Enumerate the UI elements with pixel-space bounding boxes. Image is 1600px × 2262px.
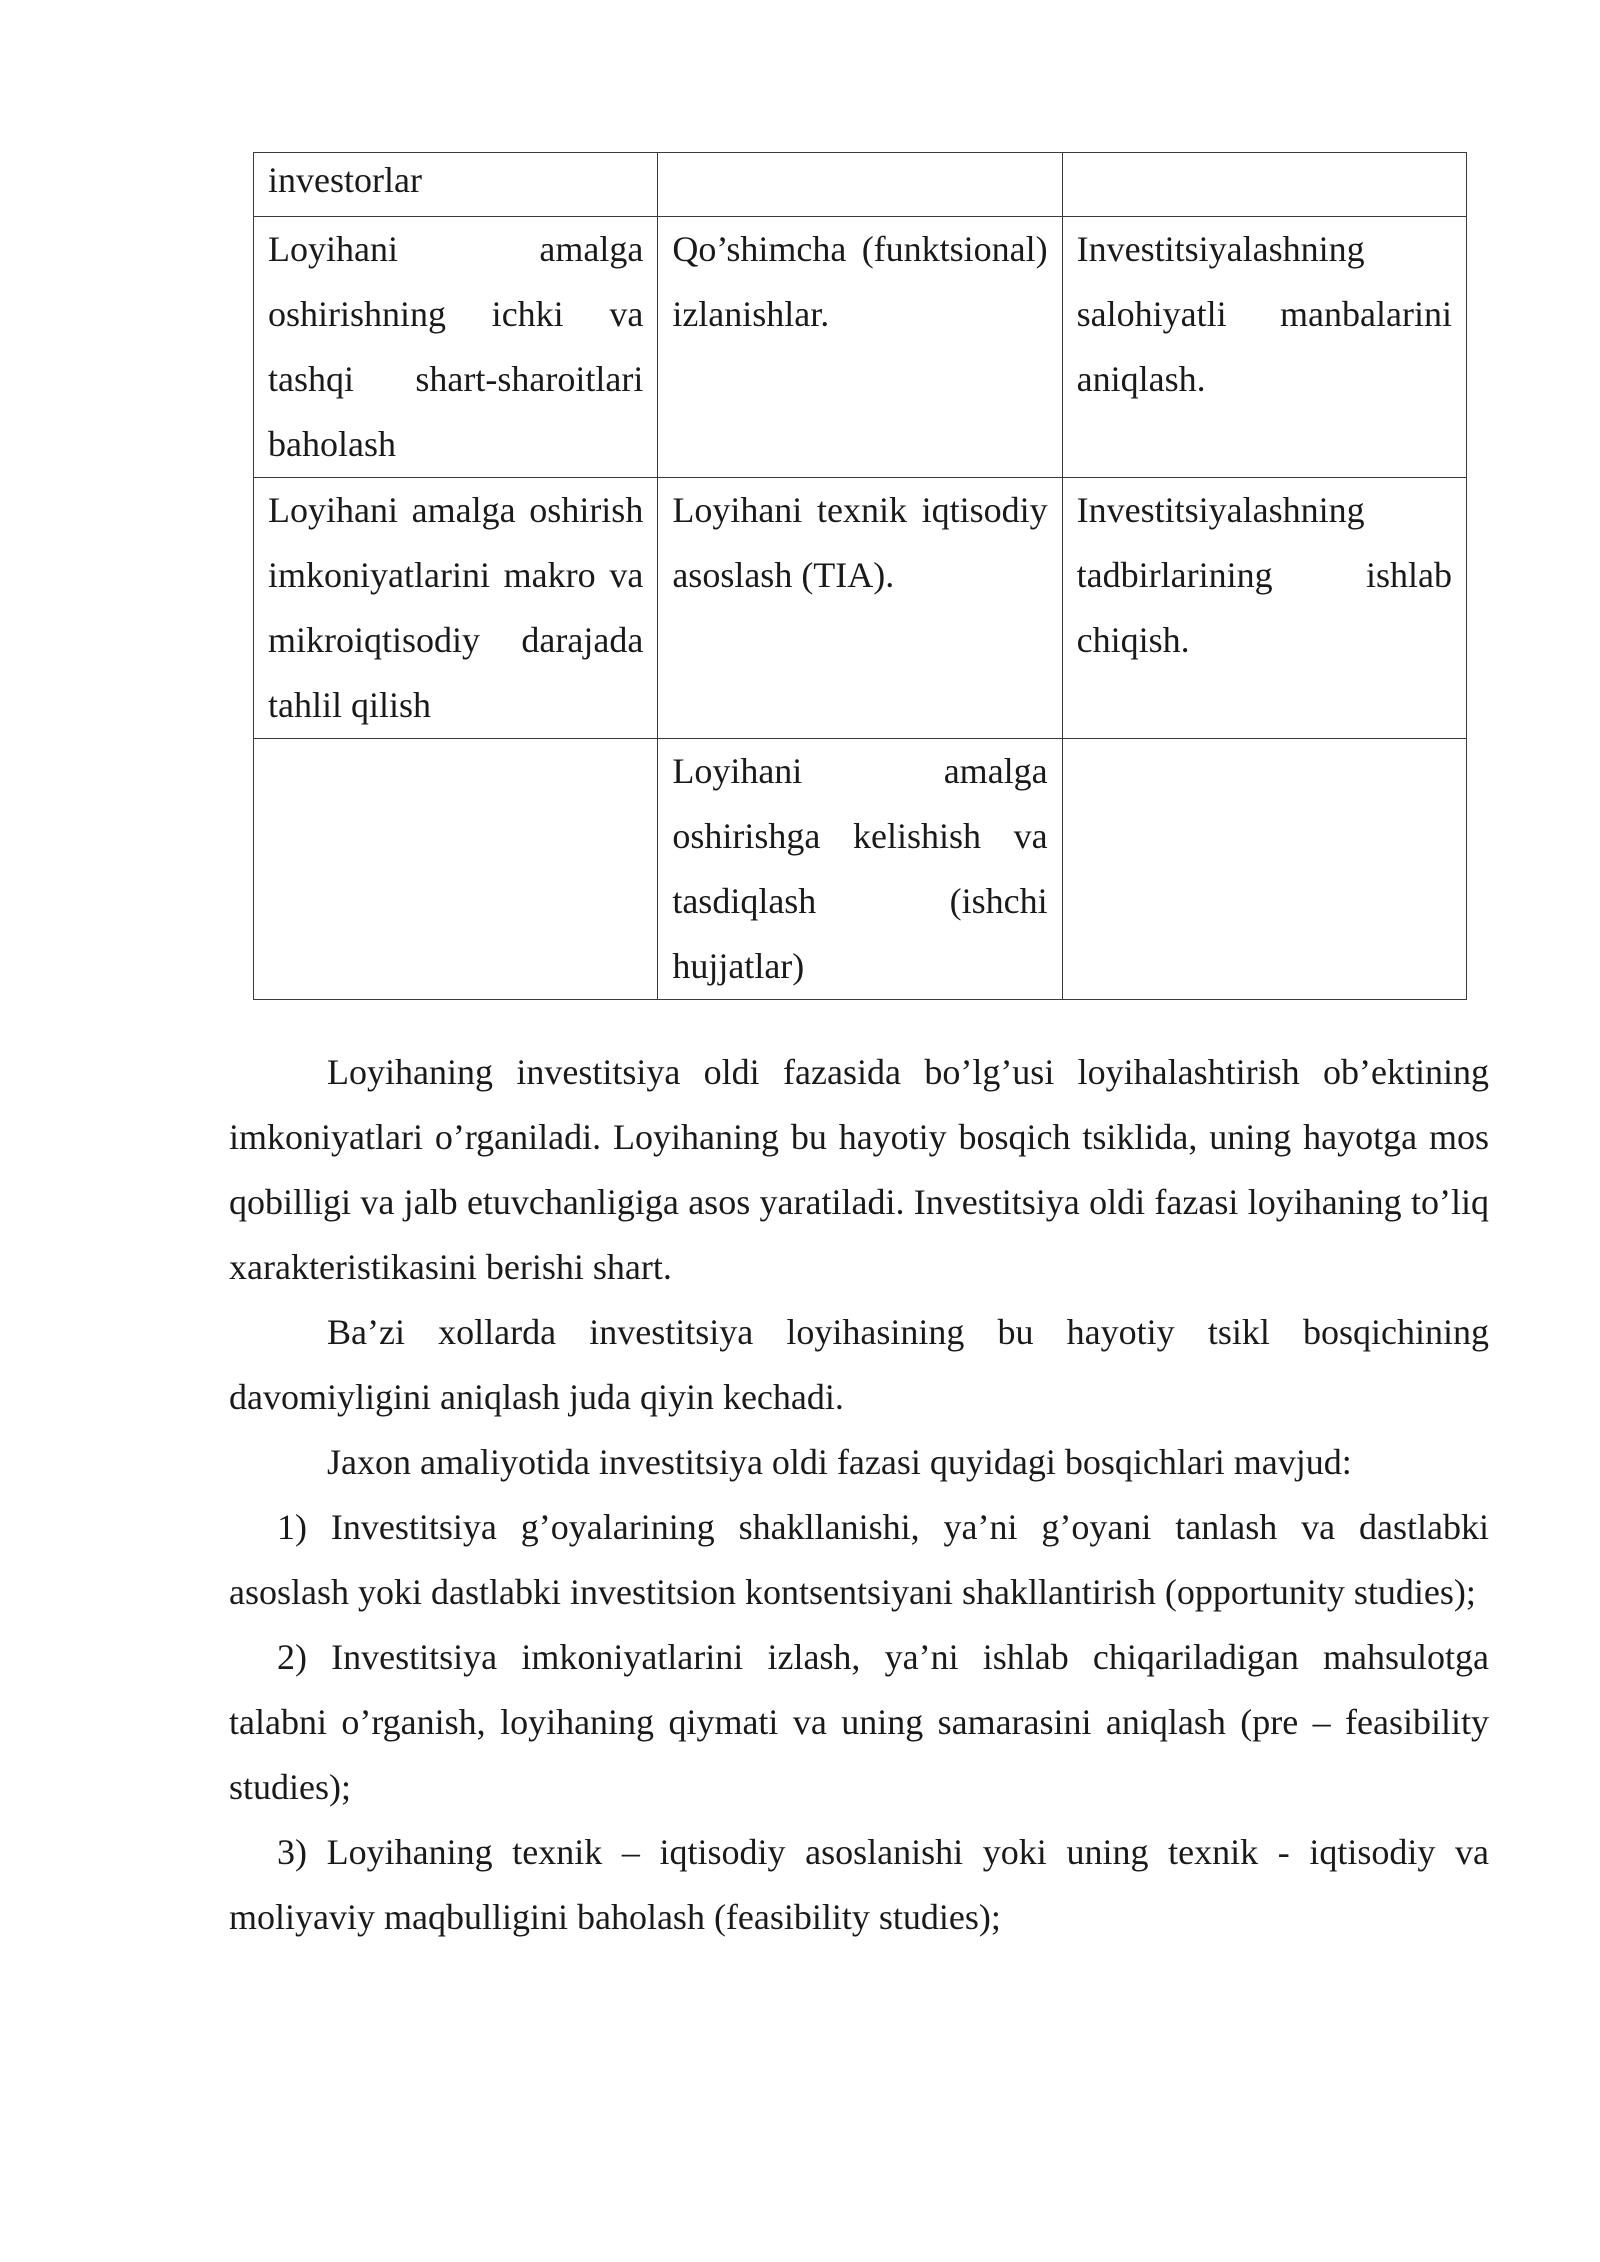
table-row xyxy=(254,739,1467,1000)
table-cell xyxy=(1062,739,1466,1000)
cell-text: Investitsiyalashning tadbirlarining ishlab chiqish. xyxy=(1076,490,1452,660)
cell-text: Investitsiyalashning salohiyatli manbalarini aniqlash. xyxy=(1076,229,1452,399)
cell-text: Loyihani amalga oshirishga kelishish va tasdiqlash (ishchi hujjatlar) xyxy=(672,751,1048,986)
paragraph: Loyihaning investitsiya oldi fazasida bo’lg’usi loyihalashtirish ob’ektining imkoniyatlari o’rganiladi. Loyihaning bu hayotiy bosqich tsiklida, uning hayotga mos qobilligi va jalb etuvchanligiga asos yaratiladi. Investitsiya oldi fazasi loyihaning to’liq xarakteristikasini berishi shart. xyxy=(229,1052,1489,1287)
table-row xyxy=(254,478,1467,739)
paragraph: Ba’zi xollarda investitsiya loyihasining bu hayotiy tsikl bosqichining davomiyligini aniqlash juda qiyin kechadi. xyxy=(229,1312,1489,1417)
table-cell xyxy=(658,478,1062,739)
table-cell xyxy=(254,217,658,478)
list-item: 1) Investitsiya g’oyalarining shakllanishi, ya’ni g’oyani tanlash va dastlabki asoslash yoki dastlabki investitsion kontsentsiyani shakllantirish (opportunity studies); xyxy=(229,1507,1489,1612)
table-row xyxy=(254,217,1467,478)
table-cell xyxy=(1062,153,1466,217)
cell-text: Loyihani amalga oshirishning ichki va tashqi shart-sharoitlari baholash xyxy=(268,229,644,464)
list-item: 3) Loyihaning texnik – iqtisodiy asoslanishi yoki uning texnik - iqtisodiy va moliyaviy maqbulligini baholash (feasibility studies); xyxy=(229,1832,1489,1937)
cell-text: Loyihani texnik iqtisodiy asoslash (TIA). xyxy=(672,490,1048,595)
cell-text: investorlar xyxy=(268,160,422,200)
paragraph: Jaxon amaliyotida investitsiya oldi fazasi quyidagi bosqichlari mavjud: xyxy=(327,1442,1352,1482)
table-cell xyxy=(254,478,658,739)
list-item: 2) Investitsiya imkoniyatlarini izlash, ya’ni ishlab chiqariladigan mahsulotga talabni o’rganish, loyihaning qiymati va uning samarasini aniqlash (pre – feasibility studies); xyxy=(229,1637,1489,1807)
table-cell xyxy=(1062,217,1466,478)
table-row xyxy=(254,153,1467,217)
table-cell xyxy=(658,153,1062,217)
cell-text: Qo’shimcha (funktsional) izlanishlar. xyxy=(672,229,1048,334)
investment-phase-table xyxy=(253,152,1467,1000)
table-cell xyxy=(1062,478,1466,739)
table-cell xyxy=(254,739,658,1000)
table-cell xyxy=(254,153,658,217)
table-cell xyxy=(658,217,1062,478)
table-cell xyxy=(658,739,1062,1000)
cell-text: Loyihani amalga oshirish imkoniyatlarini makro va mikroiqtisodiy darajada tahlil qilish xyxy=(268,490,644,725)
body-text xyxy=(229,1040,1489,1950)
